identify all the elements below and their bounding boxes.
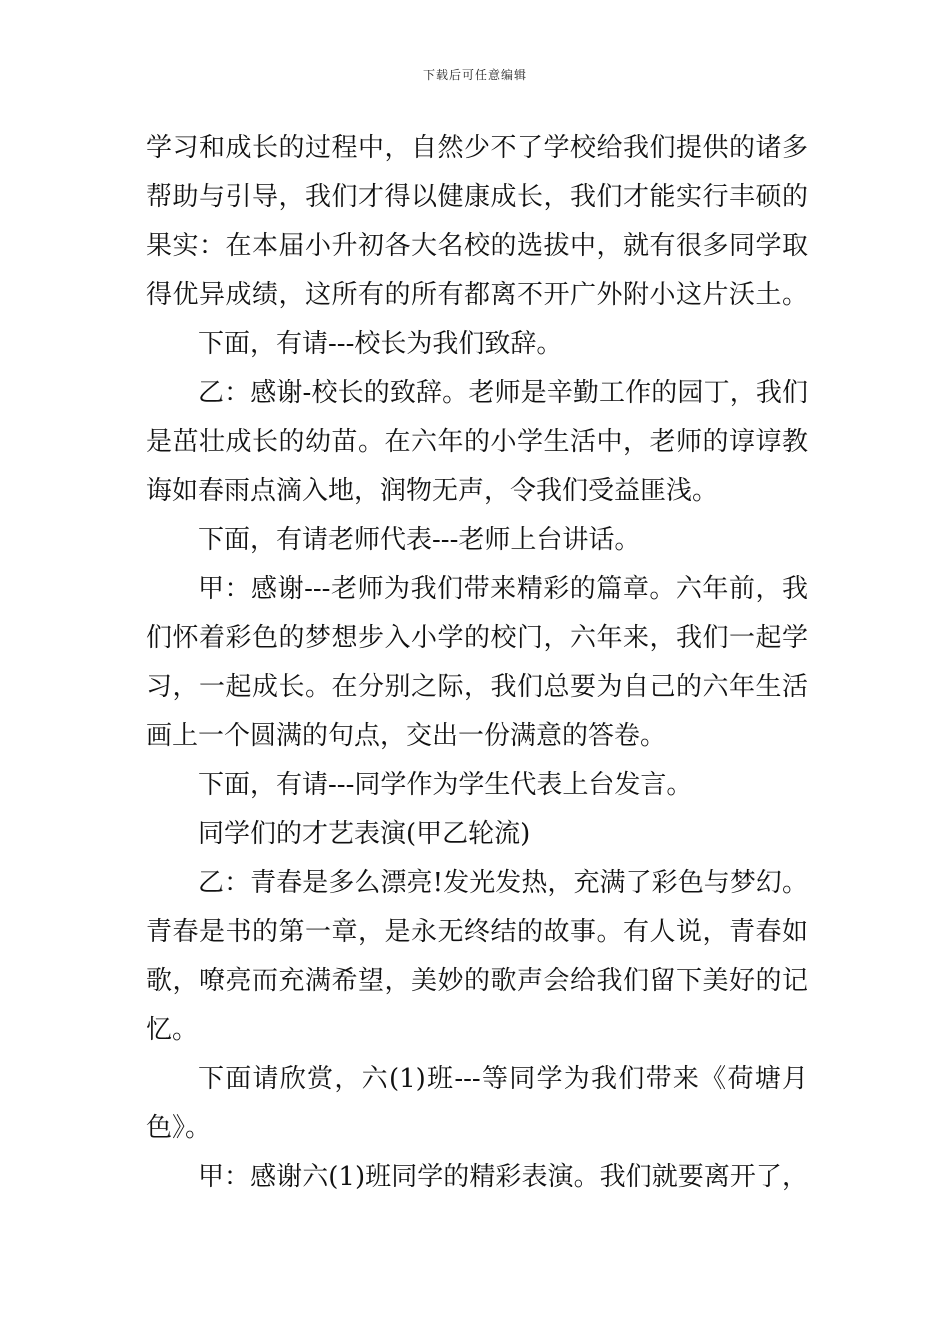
text-line: 乙：青春是多么漂亮!发光发热，充满了彩色与梦幻。 (198, 868, 808, 898)
text-line: 得优异成绩，这所有的所有都离不开广外附小这片沃土。 (146, 280, 808, 310)
text-line: 青春是书的第一章，是永无终结的故事。有人说，青春如 (146, 917, 808, 947)
text-line: 下面，有请老师代表---老师上台讲话。 (198, 525, 641, 555)
text-line: 忆。 (146, 1015, 199, 1045)
text-line: 甲：感谢六(1)班同学的精彩表演。我们就要离开了， (198, 1162, 808, 1192)
text-line: 诲如春雨点滴入地，润物无声，令我们受益匪浅。 (146, 476, 719, 506)
text-line: 帮助与引导，我们才得以健康成长，我们才能实行丰硕的 (146, 182, 808, 212)
page-header: 下载后可任意编辑 (422, 68, 527, 82)
document-body (146, 124, 808, 1202)
text-line: 同学们的才艺表演(甲乙轮流) (198, 819, 531, 849)
text-line: 乙：感谢-校长的致辞。老师是辛勤工作的园丁，我们 (198, 378, 808, 408)
text-line: 们怀着彩色的梦想步入小学的校门，六年来，我们一起学 (146, 623, 808, 653)
text-line: 甲：感谢---老师为我们带来精彩的篇章。六年前，我 (198, 574, 808, 604)
text-line: 下面，有请---校长为我们致辞。 (198, 329, 563, 359)
text-line: 画上一个圆满的句点，交出一份满意的答卷。 (146, 721, 667, 751)
text-line: 下面请欣赏，六(1)班---等同学为我们带来《荷塘月 (198, 1064, 808, 1094)
text-line: 习，一起成长。在分别之际，我们总要为自己的六年生活 (146, 672, 808, 702)
text-line: 下面，有请---同学作为学生代表上台发言。 (198, 770, 693, 800)
text-line: 色》。 (146, 1113, 212, 1143)
text-line: 学习和成长的过程中，自然少不了学校给我们提供的诸多 (146, 133, 808, 163)
text-line: 是茁壮成长的幼苗。在六年的小学生活中，老师的谆谆教 (146, 427, 808, 457)
text-line: 果实：在本届小升初各大名校的选拔中，就有很多同学取 (146, 231, 808, 261)
text-line: 歌，嘹亮而充满希望，美妙的歌声会给我们留下美好的记 (146, 966, 808, 996)
